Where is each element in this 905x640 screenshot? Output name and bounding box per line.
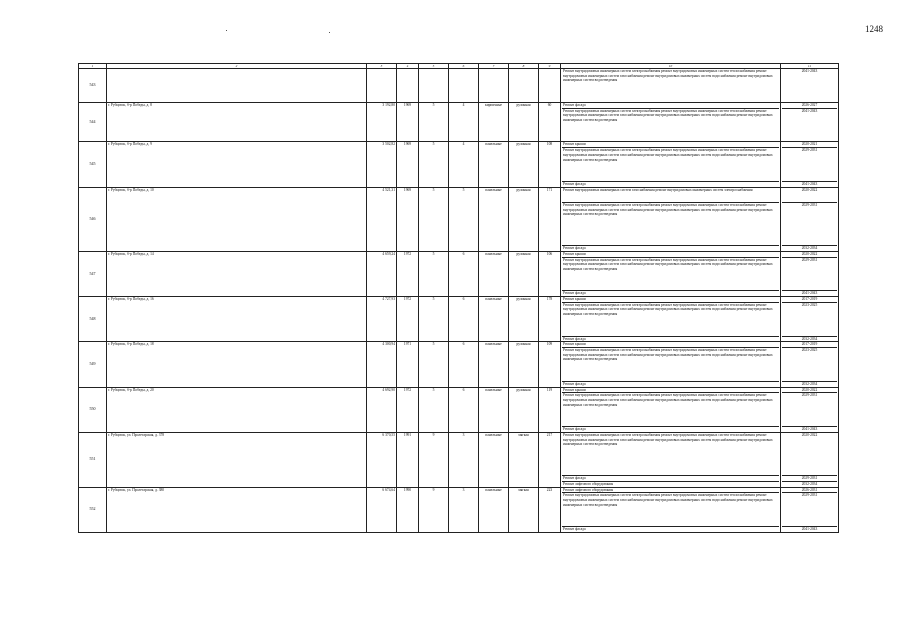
address-cell: г. Рубцовск, б-р Победы, д. 20 — [107, 387, 367, 432]
works-cell — [561, 142, 781, 187]
column-header: 6 — [449, 64, 479, 69]
page-number: 1248 — [865, 24, 883, 34]
work-period: 2032-2034 — [782, 245, 837, 251]
work-period: 2029-2031 — [782, 257, 837, 291]
apartments-cell: 171 — [539, 187, 561, 251]
work-type: Ремонт внутридомовых инженерных систем электроснабжения ремонт внутридомовых инженерных систем теплоснабжения ремонт внутридомовых инженерных систем газоснабжения ремонт внутридомовых инженерных систем водоснабжения ремонт внутридомовых инженерных систем водоотведения — [562, 492, 779, 526]
year-cell: 1991 — [397, 432, 419, 487]
floors-cell: 9 — [419, 487, 449, 532]
roof-type-cell: рулонная — [509, 387, 539, 432]
floors-cell: 9 — [419, 432, 449, 487]
apartments-cell: 108 — [539, 142, 561, 187]
work-type: Ремонт фасада — [562, 336, 779, 342]
work-period: 2023-2025 — [782, 302, 837, 336]
work-type: Ремонт внутридомовых инженерных систем электроснабжения ремонт внутридомовых инженерных систем теплоснабжения ремонт внутридомовых инженерных систем газоснабжения ремонт внутридомовых инженерных систем водоснабжения ремонт внутридомовых инженерных систем водоотведения — [562, 302, 779, 336]
address-cell: г. Рубцовск, ул. Пролетарская, д. 378 — [107, 432, 367, 487]
entrances-cell: 6 — [449, 251, 479, 296]
table-body — [79, 69, 839, 533]
work-type: Ремонт внутридомовых инженерных систем электроснабжения ремонт внутридомовых инженерных систем теплоснабжения ремонт внутридомовых инженерных систем газоснабжения ремонт внутридомовых инженерных систем водоснабжения ремонт внутридомовых инженерных систем водоотведения — [562, 347, 779, 381]
column-header: 8 — [509, 64, 539, 69]
roof-type-cell: рулонная — [509, 102, 539, 142]
apartments-cell: 60 — [539, 102, 561, 142]
floors-cell: 5 — [419, 387, 449, 432]
entrances-cell: 6 — [449, 342, 479, 387]
walls-material-cell: панельные — [479, 187, 509, 251]
periods-cell — [781, 102, 839, 142]
work-type: Ремонт фасада — [562, 475, 779, 481]
works-cell — [561, 69, 781, 103]
roof-type-cell: рулонная — [509, 187, 539, 251]
work-period: 2041-2043 — [801, 69, 818, 73]
area-cell: 4 521,31 — [367, 187, 397, 251]
works-cell — [561, 102, 781, 142]
column-header: 4 — [397, 64, 419, 69]
walls-material-cell — [479, 69, 509, 103]
work-period: 2029-2031 — [782, 392, 837, 426]
periods-cell — [781, 142, 839, 187]
work-period: 2020-2022 — [801, 432, 818, 437]
work-type: Ремонт внутридомовых инженерных систем электроснабжения ремонт внутридомовых инженерных систем теплоснабжения ремонт внутридомовых инженерных систем газоснабжения ремонт внутридомовых инженерных систем водоснабжения ремонт внутридомовых инженерных систем водоотведения — [562, 202, 779, 245]
year-cell: 1990 — [397, 487, 419, 532]
work-type: Ремонт фасада — [562, 526, 779, 532]
entrances-cell: 5 — [449, 187, 479, 251]
work-period: 2041-2043 — [782, 181, 837, 187]
work-period: 2017-2019 — [801, 297, 818, 302]
roof-type-cell: мягкая — [509, 487, 539, 532]
roof-type-cell: мягкая — [509, 432, 539, 487]
entrances-cell — [449, 69, 479, 103]
year-cell: 1972 — [397, 297, 419, 342]
work-type: Ремонт внутридомовых инженерных систем электроснабжения ремонт внутридомовых инженерных систем теплоснабжения ремонт внутридомовых инженерных систем газоснабжения ремонт внутридомовых инженерных систем водоснабжения ремонт внутридомовых инженерных систем водоотведения — [562, 108, 779, 142]
walls-material-cell: панельные — [479, 387, 509, 432]
area-cell: 4 659,24 — [367, 251, 397, 296]
periods-cell — [781, 487, 839, 532]
address-cell: г. Рубцовск, б-р Победы, д. 9 — [107, 142, 367, 187]
work-period: 2041-2043 — [782, 108, 837, 142]
year-cell: 1971 — [397, 342, 419, 387]
work-period: 2041-2043 — [782, 526, 837, 532]
area-cell: 6 370,55 — [367, 432, 397, 487]
scan-speck — [329, 32, 330, 33]
work-type: Ремонт лифтового оборудования — [562, 481, 779, 487]
area-cell: 3 502,82 — [367, 142, 397, 187]
area-cell — [367, 69, 397, 103]
apartments-cell: 178 — [539, 297, 561, 342]
works-cell — [561, 487, 781, 532]
work-period: 2029-2031 — [782, 492, 837, 526]
table-row — [79, 102, 839, 142]
column-header: 9 — [539, 64, 561, 69]
work-type: Ремонт внутридомовых инженерных систем электроснабжения ремонт внутридомовых инженерных систем теплоснабжения ремонт внутридомовых инженерных систем газоснабжения ремонт внутридомовых инженерных систем водоснабжения ремонт внутридомовых инженерных систем водоотведения — [563, 432, 773, 447]
works-cell — [561, 251, 781, 296]
work-type: Ремонт лифтового оборудования — [563, 487, 614, 492]
roof-type-cell: рулонная — [509, 342, 539, 387]
row-number-cell: 547 — [79, 251, 107, 296]
work-period: 2023-2025 — [782, 347, 837, 381]
area-cell: 4 300,94 — [367, 342, 397, 387]
work-period: 2020-2022 — [801, 187, 818, 192]
table-row — [79, 387, 839, 432]
row-number-cell: 550 — [79, 387, 107, 432]
year-cell: 1969 — [397, 187, 419, 251]
works-cell — [561, 297, 781, 342]
table-row — [79, 487, 839, 532]
entrances-cell: 6 — [449, 297, 479, 342]
periods-cell — [781, 342, 839, 387]
floors-cell: 5 — [419, 342, 449, 387]
walls-material-cell: панельные — [479, 432, 509, 487]
column-header: 2 — [107, 64, 367, 69]
work-period: 2026-2027 — [801, 102, 818, 107]
floors-cell: 5 — [419, 142, 449, 187]
entrances-cell: 3 — [449, 487, 479, 532]
apartments-cell: 119 — [539, 387, 561, 432]
apartments-cell: 217 — [539, 432, 561, 487]
work-period: 2029-2031 — [782, 475, 837, 481]
address-cell: г. Рубцовск, б-р Победы, д. 14 — [107, 251, 367, 296]
apartments-cell: 109 — [539, 342, 561, 387]
floors-cell: 5 — [419, 297, 449, 342]
walls-material-cell: панельные — [479, 297, 509, 342]
area-cell: 4 692,90 — [367, 387, 397, 432]
work-type: Ремонт крыши — [563, 387, 586, 392]
address-cell: г. Рубцовск, б-р Победы, д. 18 — [107, 342, 367, 387]
column-header: 1 — [79, 64, 107, 69]
table-row — [79, 297, 839, 342]
table-row — [79, 342, 839, 387]
scan-speck — [226, 30, 227, 31]
work-type: Ремонт крыши — [563, 142, 586, 147]
work-type: Ремонт фасада — [562, 381, 779, 387]
roof-type-cell: рулонная — [509, 297, 539, 342]
work-type: Ремонт фасада — [563, 102, 586, 107]
row-number-cell: 552 — [79, 487, 107, 532]
year-cell: 1969 — [397, 102, 419, 142]
periods-cell — [781, 297, 839, 342]
work-type: Ремонт фасада — [562, 245, 779, 251]
row-number-cell: 546 — [79, 187, 107, 251]
work-period: 2017-2019 — [801, 342, 818, 347]
row-number-cell: 545 — [79, 142, 107, 187]
year-cell: 1972 — [397, 387, 419, 432]
floors-cell: 5 — [419, 187, 449, 251]
work-period: 2032-2034 — [782, 381, 837, 387]
apartments-cell — [539, 69, 561, 103]
floors-cell: 5 — [419, 251, 449, 296]
work-type: Ремонт внутридомовых инженерных систем электроснабжения ремонт внутридомовых инженерных систем теплоснабжения ремонт внутридомовых инженерных систем газоснабжения ремонт внутридомовых инженерных систем водоснабжения ремонт внутридомовых инженерных систем водоотведения — [562, 257, 779, 291]
work-period: 2020-2022 — [801, 251, 818, 256]
table-row — [79, 69, 839, 103]
entrances-cell: 4 — [449, 102, 479, 142]
area-cell: 3 192,80 — [367, 102, 397, 142]
walls-material-cell: панельные — [479, 487, 509, 532]
address-cell: г. Рубцовск, б-р Победы, д. 16 — [107, 297, 367, 342]
work-period: 2032-2034 — [782, 481, 837, 487]
apartments-cell: 106 — [539, 251, 561, 296]
work-period: 2029-2031 — [782, 202, 837, 245]
area-cell: 6 674,64 — [367, 487, 397, 532]
table-row — [79, 142, 839, 187]
entrances-cell: 6 — [449, 387, 479, 432]
work-period: 2032-2034 — [782, 336, 837, 342]
work-type: Ремонт фасада — [562, 290, 779, 296]
row-number-cell: 551 — [79, 432, 107, 487]
work-type: Ремонт фасада — [562, 426, 779, 432]
walls-material-cell: панельные — [479, 142, 509, 187]
roof-type-cell: рулонная — [509, 142, 539, 187]
column-header: 7 — [479, 64, 509, 69]
work-type: Ремонт внутридомовых инженерных систем газоснабжения ремонт внутридомовых инженерных систем электроснабжения — [563, 187, 753, 192]
works-cell — [561, 387, 781, 432]
roof-type-cell — [509, 69, 539, 103]
row-number-cell: 549 — [79, 342, 107, 387]
work-type: Ремонт внутридомовых инженерных систем электроснабжения ремонт внутридомовых инженерных систем теплоснабжения ремонт внутридомовых инженерных систем газоснабжения ремонт внутридомовых инженерных систем водоснабжения ремонт внутридомовых инженерных систем водоотведения — [562, 392, 779, 426]
floors-cell — [419, 69, 449, 103]
works-cell — [561, 432, 781, 487]
repair-schedule-table — [78, 63, 839, 533]
apartments-cell: 223 — [539, 487, 561, 532]
work-type: Ремонт фасада — [562, 181, 779, 187]
work-type: Ремонт внутридомовых инженерных систем электроснабжения ремонт внутридомовых инженерных систем теплоснабжения ремонт внутридомовых инженерных систем газоснабжения ремонт внутридомовых инженерных систем водоснабжения ремонт внутридомовых инженерных систем водоотведения — [563, 69, 773, 83]
address-cell — [107, 69, 367, 103]
work-type: Ремонт внутридомовых инженерных систем электроснабжения ремонт внутридомовых инженерных систем теплоснабжения ремонт внутридомовых инженерных систем газоснабжения ремонт внутридомовых инженерных систем водоснабжения ремонт внутридомовых инженерных систем водоотведения — [562, 147, 779, 181]
works-cell — [561, 187, 781, 251]
periods-cell — [781, 387, 839, 432]
work-period: 2041-2043 — [782, 290, 837, 296]
table-row — [79, 187, 839, 251]
column-header: 11 — [781, 64, 839, 69]
work-period: 2026-2031 — [801, 487, 818, 492]
entrances-cell: 3 — [449, 432, 479, 487]
roof-type-cell: рулонная — [509, 251, 539, 296]
periods-cell — [781, 187, 839, 251]
row-number-cell: 543 — [79, 69, 107, 103]
floors-cell: 5 — [419, 102, 449, 142]
column-header: 5 — [419, 64, 449, 69]
address-cell: г. Рубцовск, б-р Победы, д. 10 — [107, 187, 367, 251]
walls-material-cell: панельные — [479, 342, 509, 387]
periods-cell — [781, 432, 839, 487]
year-cell: 1969 — [397, 142, 419, 187]
work-period: 2041-2043 — [782, 426, 837, 432]
table-row — [79, 432, 839, 487]
work-type: Ремонт крыши — [563, 297, 586, 302]
walls-material-cell: панельные — [479, 251, 509, 296]
column-header: 3 — [367, 64, 397, 69]
year-cell: 1972 — [397, 251, 419, 296]
work-type: Ремонт крыши — [563, 342, 586, 347]
address-cell: г. Рубцовск, б-р Победы, д. 8 — [107, 102, 367, 142]
entrances-cell: 4 — [449, 142, 479, 187]
walls-material-cell: кирпичные — [479, 102, 509, 142]
row-number-cell: 544 — [79, 102, 107, 142]
work-period: 2029-2031 — [782, 147, 837, 181]
area-cell: 4 727,93 — [367, 297, 397, 342]
periods-cell — [781, 251, 839, 296]
address-cell: г. Рубцовск, ул. Пролетарская, д. 380 — [107, 487, 367, 532]
work-type: Ремонт крыши — [563, 251, 586, 256]
works-cell — [561, 342, 781, 387]
periods-cell — [781, 69, 839, 103]
work-period: 2020-2022 — [801, 387, 818, 392]
row-number-cell: 548 — [79, 297, 107, 342]
table-row — [79, 251, 839, 296]
work-period: 2020-2021 — [801, 142, 818, 147]
column-header: 10 — [561, 64, 781, 69]
year-cell — [397, 69, 419, 103]
